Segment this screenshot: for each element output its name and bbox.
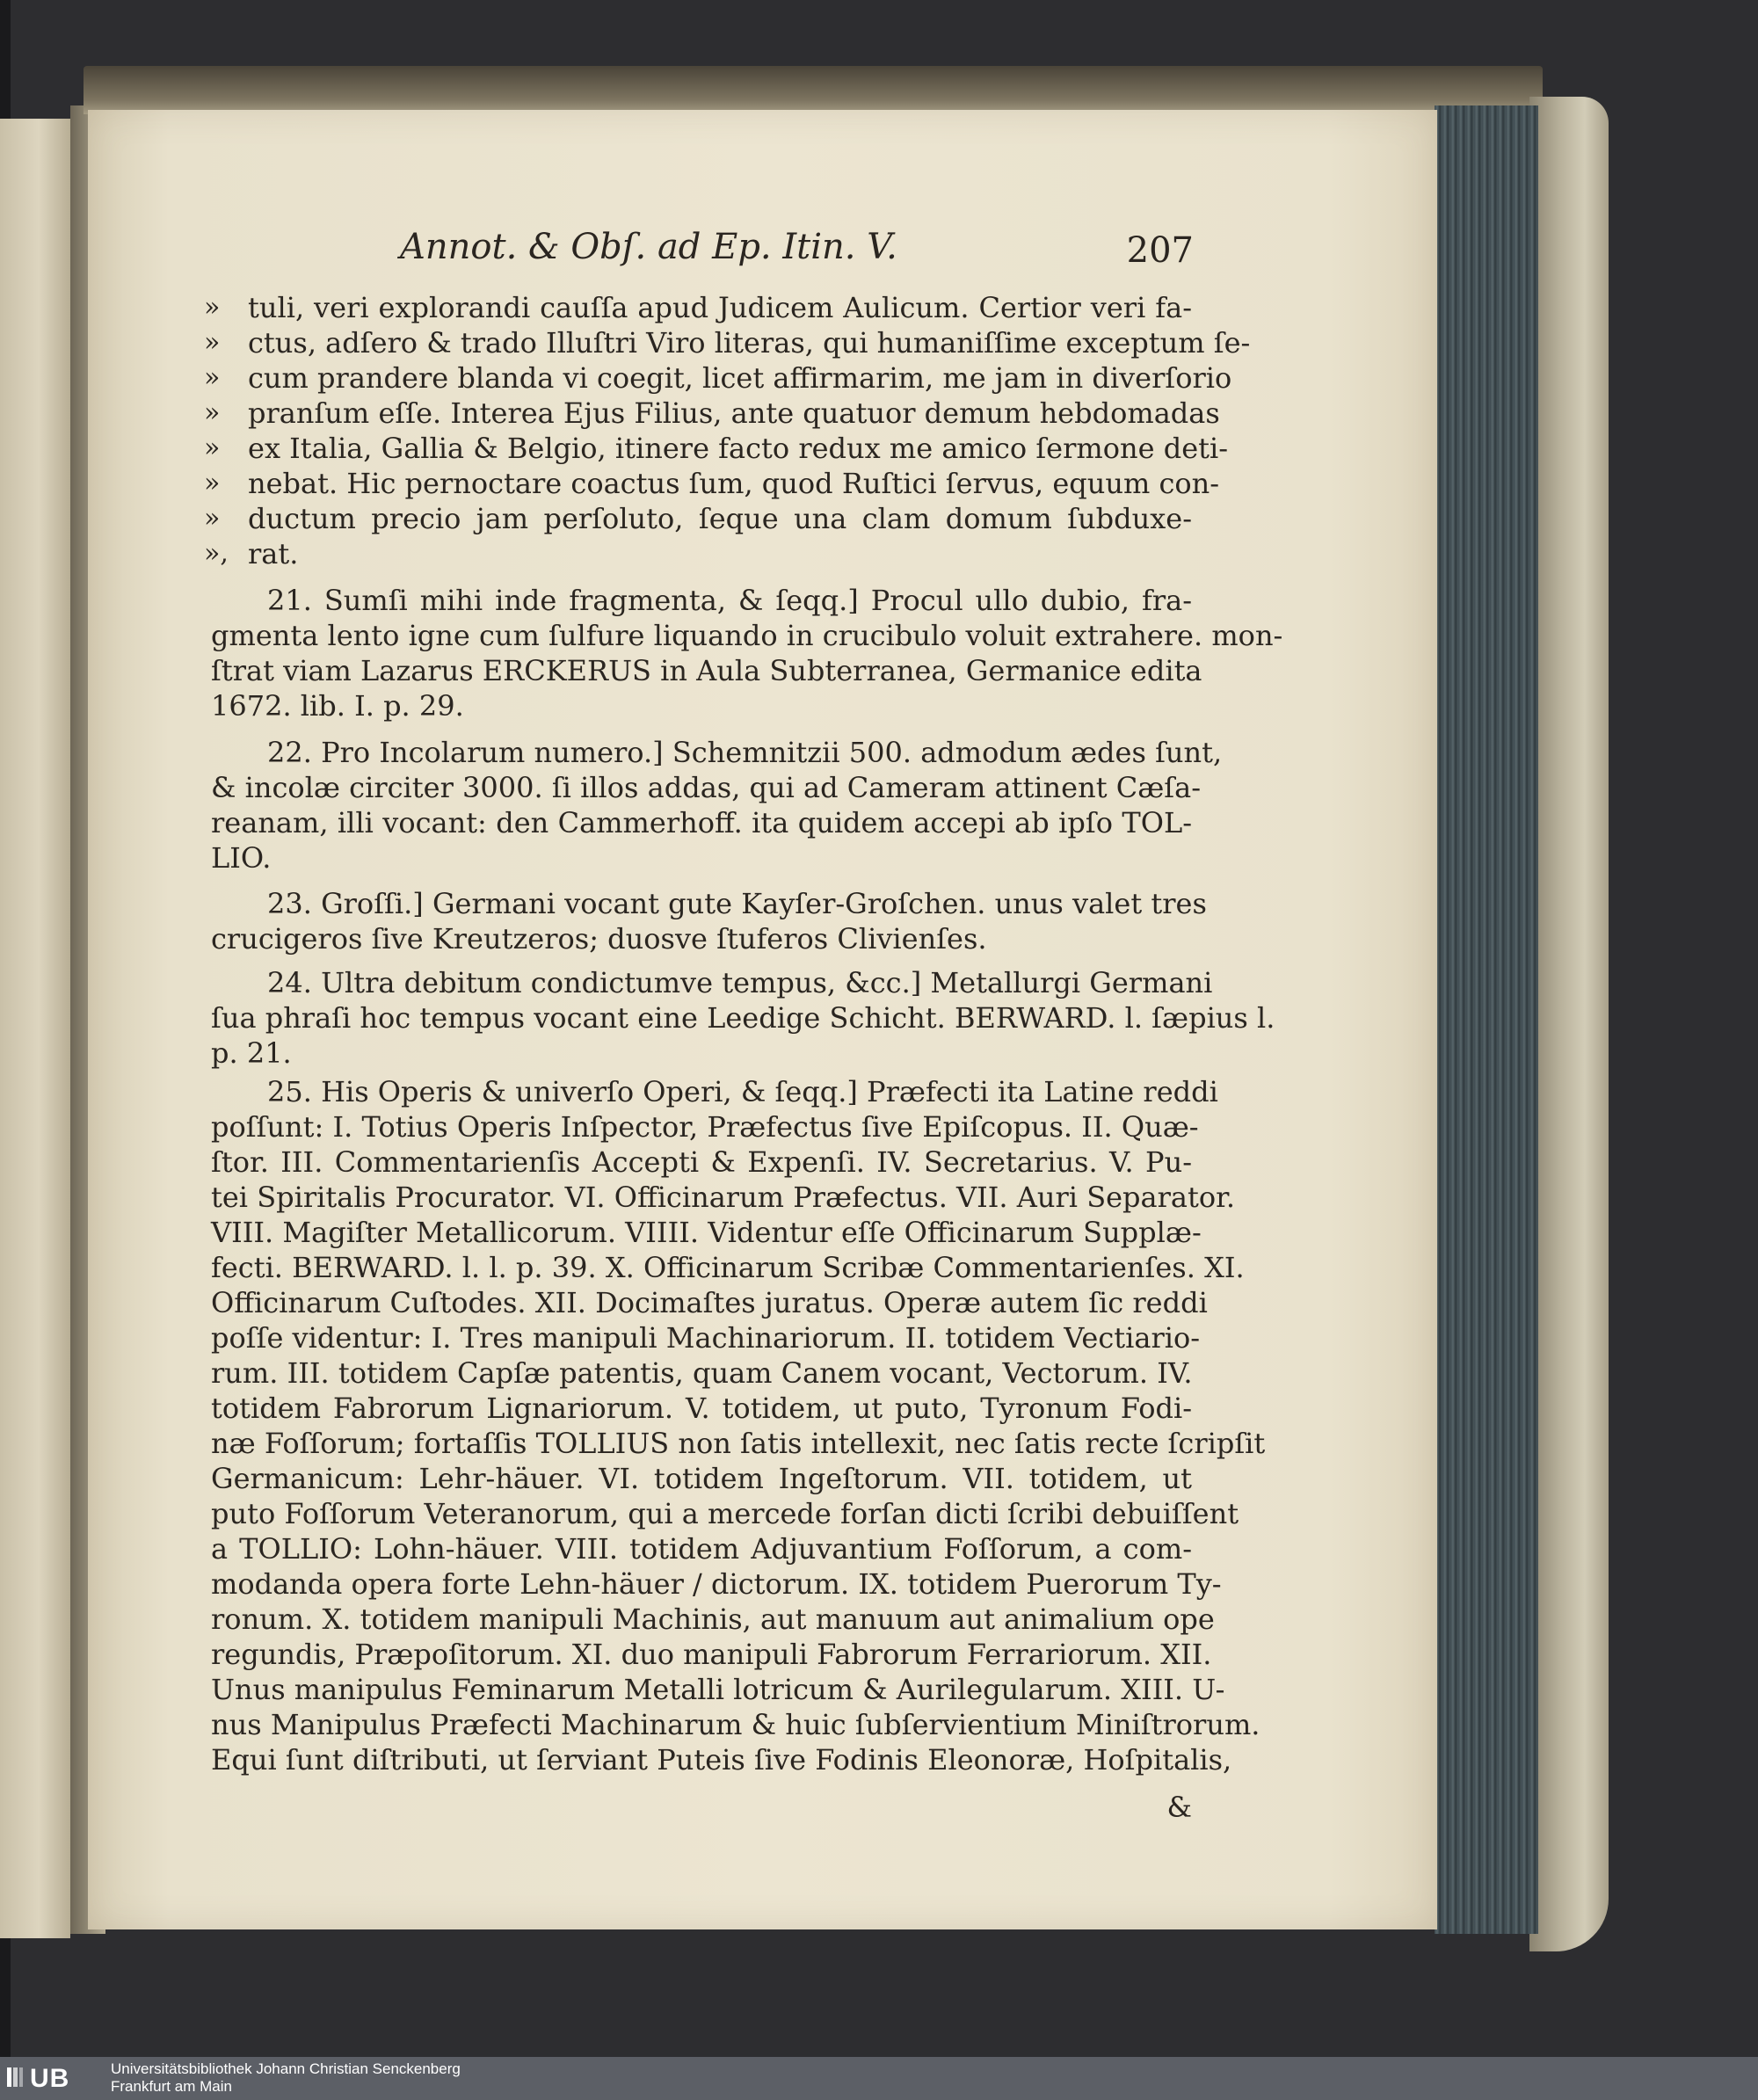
quote-mark: »: [204, 292, 221, 323]
quote-mark: »: [204, 397, 221, 428]
note-25-line: fecti. BERWARD. l. l. p. 39. X. Officinarum Scribæ Commentarienſes. XI.: [211, 1251, 1245, 1284]
library-city: Frankfurt am Main: [111, 2078, 232, 2095]
note-25-line: a TOLLIO: Lohn-häuer. VIII. totidem Adjuvantium Foſſorum, a com-: [211, 1532, 1192, 1566]
quote-mark: »: [204, 327, 221, 358]
note-25-line: Germanicum: Lehr-häuer. VI. totidem Ingeſtorum. VII. totidem, ut: [211, 1462, 1192, 1495]
text-line: ex Italia, Gallia & Belgio, itinere facto redux me amico ſermone deti-: [248, 432, 1229, 465]
note-25-line: poſſe videntur: I. Tres manipuli Machinariorum. II. totidem Vectiario-: [211, 1321, 1201, 1355]
text-line: ctus, adſero & trado Illuſtri Viro literas, qui humaniſſime exceptum ſe-: [248, 326, 1251, 360]
text-line: rat.: [248, 537, 299, 570]
quote-mark: »: [204, 468, 221, 498]
note-25-line: nus Manipulus Præfecti Machinarum & huic ſubſervientium Miniſtrorum.: [211, 1708, 1260, 1741]
text-line: tuli, veri explorandi cauſſa apud Judicem Aulicum. Certior veri fa-: [248, 291, 1192, 324]
note-21-line: 21. Sumſi mihi inde fragmenta, & ſeqq.] Procul ullo dubio, fra-: [267, 584, 1192, 617]
running-header: Annot. & Obſ. ad Ep. Itin. V.: [400, 227, 897, 267]
library-footer: [0, 2057, 1758, 2100]
note-22-line: 22. Pro Incolarum numero.] Schemnitzii 500. admodum ædes ſunt,: [267, 736, 1223, 769]
note-25-line: ſtor. III. Commentarienſis Accepti & Expenſi. IV. Secretarius. V. Pu-: [211, 1145, 1192, 1179]
note-25-line: Officinarum Cuſtodes. XII. Docimaſtes juratus. Operæ autem ſic reddi: [211, 1286, 1208, 1319]
page-number: 207: [1126, 230, 1194, 271]
quote-mark: »,: [204, 538, 229, 569]
library-name: Universitätsbibliothek Johann Christian Senckenberg: [111, 2060, 461, 2077]
note-22-line: reanam, illi vocant: den Cammerhoff. ita quidem accepi ab ipſo TOL-: [211, 806, 1192, 839]
text-line: ductum precio jam perſoluto, ſeque una clam domum ſubduxe-: [248, 502, 1192, 535]
quote-mark: »: [204, 503, 221, 534]
note-24-line: p. 21.: [211, 1036, 292, 1070]
text-line: nebat. Hic pernoctare coactus ſum, quod Ruſtici ſervus, equum con-: [248, 467, 1220, 500]
note-25-line: rum. III. totidem Capſæ patentis, quam Canem vocant, Vectorum. IV.: [211, 1356, 1193, 1390]
library-logo: [5, 2064, 102, 2094]
note-21-line: ſtrat viam Lazarus ERCKERUS in Aula Subterranea, Germanice edita: [211, 654, 1202, 687]
note-25-line: totidem Fabrorum Lignariorum. V. totidem, ut puto, Tyronum Fodi-: [211, 1392, 1192, 1425]
catchword: &: [1166, 1791, 1192, 1824]
note-22-line: & incolæ circiter 3000. ſi illos addas, qui ad Cameram attinent Cæſa-: [211, 771, 1202, 804]
note-25-line: ronum. X. totidem manipuli Machinis, aut manuum aut animalium ope: [211, 1602, 1215, 1636]
note-24-line: ſua phraſi hoc tempus vocant eine Leedige Schicht. BERWARD. l. ſæpius l.: [211, 1001, 1275, 1035]
note-25-line: regundis, Præpoſitorum. XI. duo manipuli Fabrorum Ferrariorum. XII.: [211, 1638, 1212, 1671]
note-21-line: 1672. lib. I. p. 29.: [211, 689, 464, 723]
quote-mark: »: [204, 362, 221, 393]
note-21-line: gmenta lento igne cum ſulfure liquando in crucibulo voluit extrahere. mon-: [211, 619, 1283, 652]
note-24-line: 24. Ultra debitum condictumve tempus, &cc.] Metallurgi Germani: [267, 966, 1213, 999]
note-23-line: crucigeros ſive Kreutzeros; duosve ſtuferos Clivienſes.: [211, 922, 987, 956]
note-25-line: Equi ſunt diſtributi, ut ſerviant Puteis ſive Fodinis Eleonoræ, Hoſpitalis,: [211, 1743, 1232, 1777]
note-25-line: VIII. Magiſter Metallicorum. VIIII. Videntur eſſe Officinarum Supplæ-: [211, 1216, 1202, 1249]
text-line: cum prandere blanda vi coegit, licet affirmarim, me jam in diverſorio: [248, 361, 1232, 395]
note-25-line: poſſunt: I. Totius Operis Inſpector, Præfectus ſive Epiſcopus. II. Quæ-: [211, 1110, 1199, 1144]
note-22-line: LIO.: [211, 841, 272, 875]
note-25-line: næ Foſſorum; fortaſſis TOLLIUS non ſatis intellexit, nec ſatis recte ſcripſit: [211, 1427, 1266, 1460]
note-25-line: 25. His Operis & univerſo Operi, & ſeqq.] Præfecti ita Latine reddi: [267, 1075, 1218, 1108]
library-logo-text: UB: [30, 2064, 70, 2093]
note-25-line: puto Foſſorum Veteranorum, qui a mercede forſan dicti ſcribi debuiſſent: [211, 1497, 1239, 1530]
text-line: pranſum eſſe. Interea Ejus Filius, ante quatuor demum hebdomadas: [248, 396, 1220, 430]
note-25-line: modanda opera forte Lehn-häuer / dictorum. IX. totidem Puerorum Ty-: [211, 1567, 1222, 1601]
quote-mark: »: [204, 432, 221, 463]
note-23-line: 23. Groſſi.] Germani vocant gute Kayſer-Groſchen. unus valet tres: [267, 887, 1207, 920]
note-25-line: tei Spiritalis Procurator. VI. Officinarum Præfectus. VII. Auri Separator.: [211, 1181, 1236, 1214]
library-mark-icon: [5, 2064, 25, 2090]
note-25-line: Unus manipulus Feminarum Metalli lotricum & Aurilegularum. XIII. U-: [211, 1673, 1225, 1706]
